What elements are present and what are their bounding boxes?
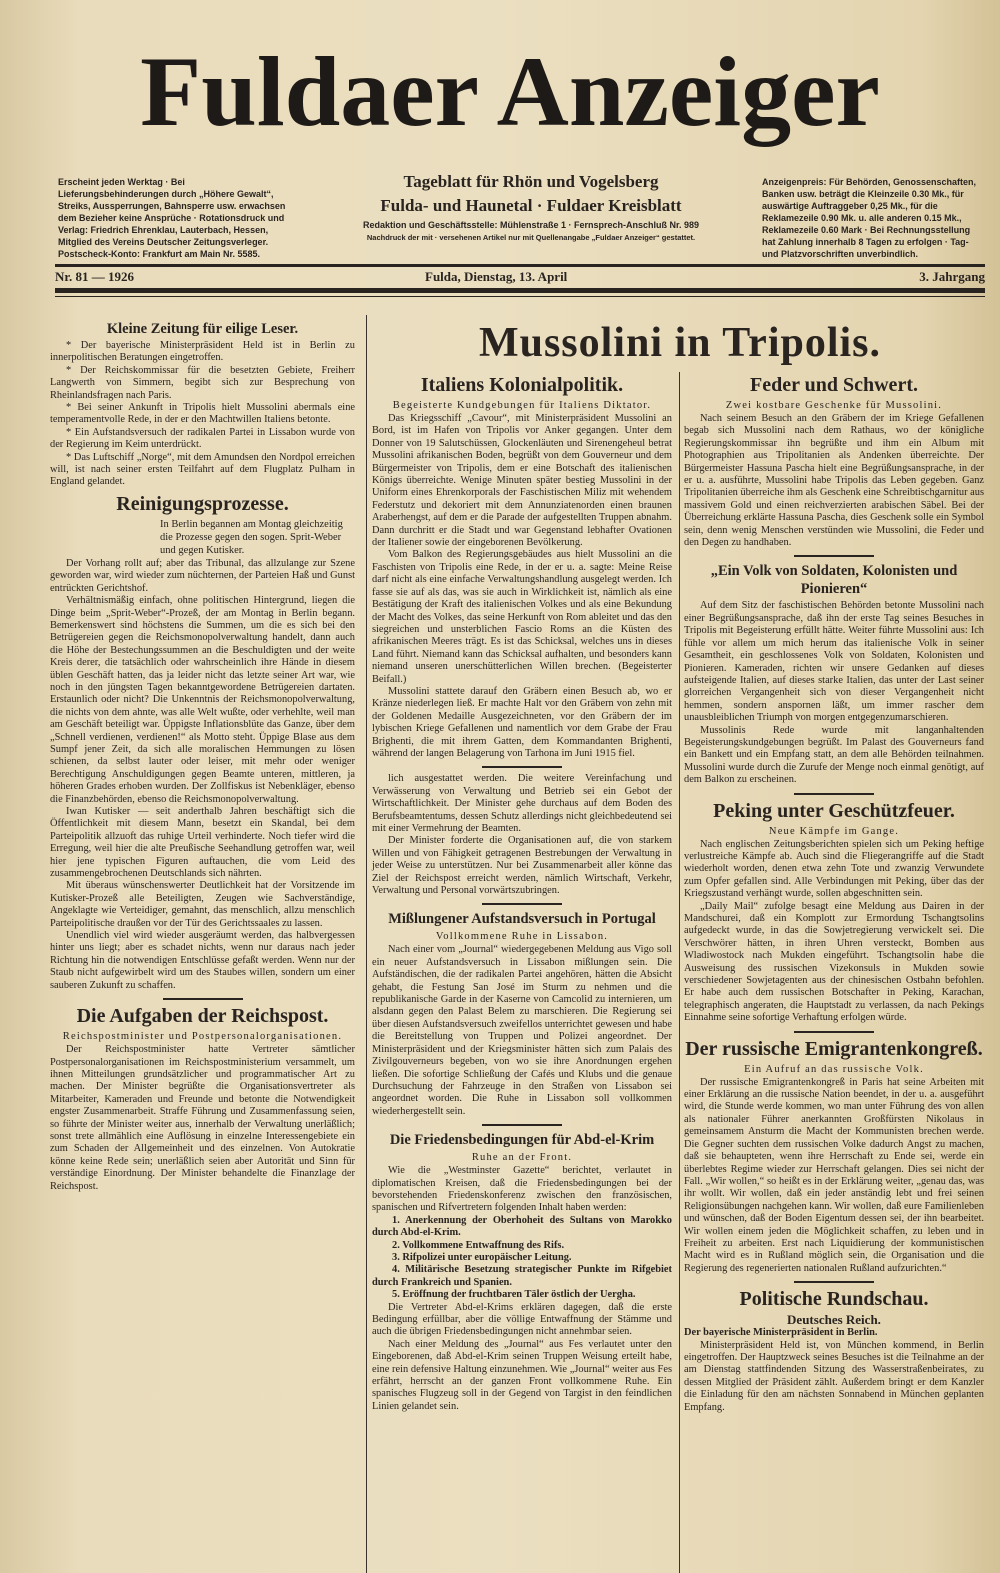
article-paragraph: Verhältnismäßig einfach, ohne politischen Hintergrund, liegen die Dinge beim „Sprit-Weber“-Prozeß, der am Montag in Berlin begann. Bemerkenswert sind höchstens die Summen, um die es sich bei den Betrügereien gegen die Reichsmonopolverwaltung handelt, dann auch die Höhe der Bestechungssummen an die Beschuldigten und der weite Kreis derer, die tatsächlich oder wahrscheinlich ihre Hände in diesem üblen Geschäft hatten, das ja leider nicht das letzte seiner Art war, wie noch in den jüngsten Tagen bekanntgewordene Betrügereien dartaten. Erstaunlich oder nicht? Die Unkenntnis der Reichsmonopolverwaltung, die nichts von dem ahnte, was alle Welt wußte, oder verhehlte, weil man am Geschäft beteiligt war. Üppigste Inflationsblüte das Ganze, über dem „Schnell verdienen, verdienen!“ als Motto steht. Üppige Blase aus dem Sumpf jener Zeit, da sich alle moralischen Hemmungen zu lösen schienen, da selbst lauter oder leiser, mit mehr oder weniger Berechtigung Anschuldigungen gegen Beamte unteren, mittleren, ja höheren Grades erhoben wurden. Der Zollfiskus ist Nebenkläger, ebenso die Finanzbehörden, ebenso die Reichsmonopolverwaltung. [50, 595, 355, 805]
reprint-note: Nachdruck der mit · versehenen Artikel nur mit Quellenangabe „Fuldaer Anzeiger“ gestattet. [366, 233, 696, 242]
article [684, 1281, 984, 1414]
article-heading: Mißlungener Aufstandsversuch in Portugal [388, 911, 656, 928]
article-subheading: Vollkommene Ruhe in Lissabon. [435, 931, 609, 943]
article-subheading: Ruhe an der Front. [471, 1152, 573, 1164]
column-divider [366, 315, 367, 1573]
main-headline: Mussolini in Tripolis. [478, 320, 882, 366]
article-subheading: Deutsches Reich. [787, 1312, 881, 1328]
article-paragraph: * Ein Aufstandsversuch der radikalen Partei in Lissabon wurde von der Regierung im Keim unterdrückt. [50, 426, 355, 451]
article-divider [482, 766, 562, 768]
article-paragraph: * Der bayerische Ministerpräsident Held ist in Berlin zu innerpolitischen Beratungen eingetroffen. [50, 340, 355, 364]
article-subheading: Zwei kostbare Geschenke für Mussolini. [725, 400, 943, 411]
place-date: Fulda, Dienstag, 13. April [425, 269, 568, 284]
article-heading: Politische Rundschau. [739, 1288, 929, 1311]
article-divider [794, 555, 874, 557]
column-divider [679, 372, 680, 1573]
publisher-info: Erscheint jeden Werktag · Bei Lieferungsbehinderungen durch „Höhere Gewalt“, Streiks, Aussperrungen, Bahnsperre usw. erwachsen dem Bezieher keine Ansprüche · Rotationsdruck und Verlag: Friedrich Ehrenklau, Lauterbach, Hessen, Mitglied des Vereins Deutscher Zeitungsverleger. Postscheck-Konto: Frankfurt am Main Nr. 5585. [58, 177, 286, 259]
article-divider [794, 1281, 874, 1283]
article [684, 1031, 984, 1276]
article-heading: Feder und Schwert. [750, 374, 918, 396]
article-heading: Kleine Zeitung für eilige Leser. [106, 321, 299, 337]
article-subheading: Neue Kämpfe im Gange. [768, 825, 900, 837]
article-subheading: Begeisterte Kundgebungen für Italiens Diktator. [392, 400, 652, 411]
article-paragraph: Der Vorhang rollt auf; aber das Tribunal, das allzulange zur Szene geworden war, wird wieder zum nüchternen, der Parteien Haß und Gunst entrückten Gerichtshof. [50, 557, 355, 594]
article-paragraph: Mussolinis Rede wurde mit langanhaltenden Begeisterungskundgebungen begrüßt. Im Palast des Gouverneurs fand ein Bankett und ein Empfang statt, an dem alle Behörden teilnahmen. Mussolini wurde durch die Zurufe der Menge noch einmal genötigt, auf dem Balkon zu erscheinen. [684, 724, 984, 786]
article-subheading: Ein Aufruf an das russische Volk. [744, 1063, 924, 1075]
article-subheading: Reichspostminister und Postpersonalorganisationen. [62, 1031, 343, 1043]
column-right [684, 374, 984, 1418]
article-paragraph: Der russische Emigrantenkongreß in Paris hat seine Arbeiten mit einer Erklärung an die russische Nation beendet, in der u. a. ausgeführt wird, die Stunde werde kommen, wo man unter Führung des von allen als nationaler Führer anerkannten Großfürsten Nikolaus in gemeinsamem Ansturm die Macht der Kommunisten brechen werde. Die Gegner suchten dem russischen Volke dadurch Angst zu machen, daß sie behaupteten, wenn ihre Herrschaft zu Ende sei, werde ein überlebtes Regime wieder zur Herrschaft gelangen. Dies sei nicht der Fall. „Wir wollen,“ so heißt es in der Erklärung weiter, „genau das, was ihr wollt. Wir wollen, daß ein jeder anständig lebt und frei seinen Religionsübungen nachgehen kann. Wir wollen, daß eure Familienleben und wünschen, daß der Boden Eigentum dessen sei, der ihn bearbeitet. Wir wollen einem jeden die Möglichkeit schaffen, zu leben und in Freiheit zu arbeiten. Erst nach Liquidierung der kommunistischen Macht wird es in Rußland möglich sein, die Organisation und die Regierung des regenerierten nationalen Rußland aufzurichten.“ [684, 1076, 984, 1274]
article-paragraph: Ministerpräsident Held ist, von München kommend, in Berlin eingetroffen. Der Hauptzweck seines Besuches ist die Teilnahme an der am Dienstag stattfindenden Sitzung des Wasserstraßenbeirates, zu dessen Mitglied der Präsident zählt. Außerdem bringt er dem Kanzler die Einladung für den am nächsten Sonnabend in München geplanten Empfang. [684, 1339, 984, 1413]
article-paragraph: * Bei seiner Ankunft in Tripolis hielt Mussolini abermals eine temperamentvolle Rede, in der er den Machtwillen Italiens betonte. [50, 402, 355, 426]
article-heading: Peking unter Geschützfeuer. [713, 799, 955, 822]
masthead-rule [55, 264, 985, 267]
article [50, 998, 355, 1193]
article [50, 493, 355, 992]
masthead-title: Fuldaer Anzeiger [140, 36, 880, 147]
article-heading: „Ein Volk von Soldaten, Kolonisten und Pionieren“ [710, 563, 958, 598]
article-divider [163, 998, 243, 1000]
article-divider [794, 793, 874, 795]
column-left [50, 320, 355, 1197]
article-paragraph: Mussolini stattete darauf den Gräbern einen Besuch ab, wo er Kränze niederlegen ließ. Er machte Halt vor den Gräbern von zehn mit der Goldenen Medaille Ausgezeichneten, vor den Gräbern der im lybischen Kriege Gefallenen und namentlich vor dem Grabe der Frau Brighenti, die mit ihrem Gatten, dem Kommandanten Brighenti, während der langen Belagerung von Tarhona im Juni 1915 fiel. [372, 685, 672, 759]
article-heading: Die Friedensbedingungen für Abd-el-Krim [389, 1132, 655, 1149]
article [684, 374, 984, 549]
article [372, 1124, 672, 1413]
article-paragraph: Auf dem Sitz der faschistischen Behörden betonte Mussolini nach einer Begrüßungsansprache, daß ihn der erste Tag seines Besuches in Tripolis mit Begeisterung erfüllt hätte. Weiter führte Mussolini aus: Ich fühle vor allem um mich herum das italienische Volk in seiner Gesamtheit, ein geschlossenes Volk von Soldaten, Kolonisten und Pionieren. Kameraden, richten wir unsere Gedanken auf dieses aufsteigende Italien, auf dieses starke Italien, das unter der Last seiner glorreichen Vergangenheit sich von dieser Vergangenheit nicht hemmen, sondern anspornen läßt, um immer rascher dem unausbleiblichen Triumph von morgen entgegenzumarschieren. [684, 600, 984, 724]
article-heading: Italiens Kolonialpolitik. [420, 374, 624, 396]
article-paragraph: Das Kriegsschiff „Cavour“, mit Ministerpräsident Mussolini an Bord, ist im Hafen von Tripolis vor Anker gegangen. Unter dem Donner von 19 Salutschüssen, Glockenläuten und Sirenengeheul betrat Mussolini afrikanischen Boden, begrüßt von dem Gouverneur und dem Bürgermeister von Tripolis, dem er eine Botschaft des italienischen Königs überreichte. Wenige Minuten später bestieg Mussolini in der Uniform eines Ehrenkorporals der Faschistischen Miliz mit wehendem Federstutz und dekoriert mit dem Annunziatenorden einen braunen Araberhengst, auf dem er die Parade der aufgestellten Truppen abnahm. Dann durchritt er die Stadt und war Gegenstand lebhafter Ovationen der Italiener sowie der eingeborenen Bevölkerung. [372, 413, 672, 549]
article [684, 793, 984, 1025]
article-heading: Der russische Emigrantenkongreß. [685, 1037, 983, 1060]
list-item: 4. Militärische Besetzung strategischer Punkte im Rifgebiet durch Frankreich und Spanien. [372, 1264, 672, 1288]
article-heading: Die Aufgaben der Reichspost. [76, 1005, 329, 1028]
dateline [55, 269, 985, 285]
article [372, 374, 672, 760]
article-paragraph: * Das Luftschiff „Norge“, mit dem Amundsen den Nordpol erreichen will, ist nach seiner ersten Teilfahrt auf dem Flugplatz Pulham in England gelandet. [50, 451, 355, 488]
article-paragraph: * Der Reichskommissar für die besetzten Gebiete, Freiherr Langwerth von Simmern, begibt sich zur Besprechung von Rheinlandsfragen nach Paris. [50, 364, 355, 401]
masthead-subtitles [305, 170, 757, 242]
dateline-rule-thin [55, 296, 985, 297]
article-paragraph: Nach englischen Zeitungsberichten spielen sich um Peking heftige verlustreiche Kämpfe ab. Auch sind die Fliegerangriffe auf die Stadt wiederholt worden, denen etwa zehn Tote und zwanzig Verwundete zum Opfer gefallen sind. Alle Verbindungen mit Peking, über das der Kriegszustand verhängt wurde, sollen abgeschnitten sein. [684, 838, 984, 900]
article-paragraph: Vom Balkon des Regierungsgebäudes aus hielt Mussolini an die Faschisten von Tripolis eine Rede, in der er u. a. sagte: Meine Reise darf nicht als eine einfache Verwaltungshandlung ausgelegt werden. Ich fasse sie auf als das, was sie auch in Wirklichkeit ist, nämlich als eine Bestätigung der Kraft des italienischen Volkes und als eine Bekundung der Macht des Volkes, das seine Herkunft von Rom ableitet und das den siegreichen und unsterblichen Fascio Roms an die Küsten des afrikanischen Meeres trägt. Es ist das Schicksal, welches uns in dieses Land führt. Niemand kann das Schicksal aufhalten, und besonders kann niemand unseren unerschütterlichen Willen brechen. (Begeisterter Beifall.) [372, 549, 672, 685]
article-paragraph: Nach einer vom „Journal“ wiedergegebenen Meldung aus Vigo soll ein neuer Aufstandsversuch in Lissabon mißlungen sein. Die Aufständischen, die der radikalen Partei angehören, hätten die Absicht gehabt, die Festung San José im Sturm zu nehmen und die republikanische Garde in der Kaserne von Camcolid zu internieren, um alsdann gegen den Palast Belem zu marschieren. Die Regierung sei über diesen Aufstandsversuch zweifellos unterrichtet gewesen und habe die Bereitstellung von Truppen und Polizei angeordnet. Der Ministerpräsident und der Kriegsminister hätten sich zum Palais des Zivilgouverneurs begeben, von wo sie ihre Anordnungen ergehen ließen. Die sofortige Schließung der Cafés und Klubs und die genaue Durchsuchung der Fahrzeuge in den Straßen von Lissabon sei angeordnet worden. Die Ruhe in Lissabon soll vollkommen wiederhergestellt sein. [372, 944, 672, 1117]
advertising-rates: Anzeigenpreis: Für Behörden, Genossenschaften, Banken usw. beträgt die Kleinzeile 0.30 Mk., für auswärtige Auftraggeber 0,25 Mk., für die Reklamezeile 0.90 Mk. u. alle anderen 0.15 Mk., Reklamezeile 0.60 Mark · Bei Rechnungsstellung hat Zahlung innerhalb 8 Tagen zu erfolgen · Tag- und Platzvorschriften unverbindlich. [762, 177, 977, 259]
article-paragraph: lich ausgestattet werden. Die weitere Vereinfachung und Verwässerung von Verwaltung und Betrieb sei ein Gebot der Wirtschaftlichkeit. Der Minister gehe durchaus auf dem Boden des Berufsbeamtentums, dessen Schutz allerdings nicht gleichbedeutend sei mit einer Vermehrung der Beamten. [372, 773, 672, 834]
column-middle [372, 374, 672, 1417]
volume: 3. Jahrgang [919, 269, 985, 284]
list-item: 1. Anerkennung der Oberhoheit des Sultans von Marokko durch Abd-el-Krim. [372, 1214, 672, 1239]
article-heading: Reinigungsprozesse. [116, 492, 289, 515]
article-subheading: In Berlin begannen am Montag gleichzeitig die Prozesse gegen den sogen. Sprit-Weber und gegen Kutisker. [160, 518, 343, 556]
article-paragraph: Nach einer Meldung des „Journal“ aus Fes verlautet unter den Eingeborenen, daß Abd-el-Krim seinen Truppen Weisung erteilt habe, eine rein defensive Haltung einzunehmen. Wie „Journal“ weiter aus Fes erfährt, herrscht an der ganzen Front vollkommene Ruhe. Ein spanisches Flugzeug soll in der Gegend von Targist in den feindlichen Linien gelandet sein. [372, 1338, 672, 1412]
article-paragraph: Die Vertreter Abd-el-Krims erklären dagegen, daß die erste Bedingung erfüllbar, aber die völlige Entwaffnung der Stämme und auch die übrigen Friedensbedingungen nicht annehmbar seien. [372, 1301, 672, 1338]
list-item: 3. Rifpolizei unter europäischer Leitung. [392, 1251, 572, 1263]
article-paragraph: Wie die „Westminster Gazette“ berichtet, verlautet in diplomatischen Kreisen, daß die Friedensbedingungen bei der bevorstehenden Friedenskonferenz zwischen den französischen, spanischen und Rifvertretern folgenden Inhalt haben werden: [372, 1165, 672, 1214]
article-paragraph: „Daily Mail“ zufolge besagt eine Meldung aus Dairen in der Mandschurei, daß ein Komplott zur Ermordung Tschangtsolins aufgedeckt wurde, in das die Sowjetregierung verwickelt sei. Die Verschwörer hätten, in ihren Uhren versteckt, Bomben aus Wladiwostock nach Mukden eingeführt. Tschangtsolin habe die Ausweisung des russischen Vizekonsuls in Mukden sowie verschiedener Sowjetagenten aus der chinesischen Ostbahn befohlen. Er habe auch dem russischen Botschafter in Peking, Karachan, telegraphisch angeraten, die Hauptstadt zu verlassen, da nach Pekings Einnahme seine sofortige Verhaftung erfolgen würde. [684, 900, 984, 1024]
article [372, 766, 672, 897]
article-divider [794, 1031, 874, 1033]
article-divider [482, 903, 562, 905]
article-paragraph: Unendlich viel wird wieder ausgeräumt werden, das halbvergessen hinter uns liegt; aber es schadet nichts, wenn nur daraus nach jeder Richtung hin die notwendigen Entschlüsse gefaßt werden. Wenn nur der Staub nicht aufgewirbelt wird um des Staubes willen, sondern um einer sauberen Zukunft zu schaffen. [50, 930, 355, 991]
article-paragraph: Der Reichspostminister hatte Vertreter sämtlicher Postpersonalorganisationen im Reichspostministerium versammelt, um ihnen Mitteilungen grundsätzlicher und programmatischer Art zu machen. Der Minister begrüßte die Organisationsvertreter als Mitarbeiter, Kameraden und Freunde und betonte die Notwendigkeit engster Zusammenarbeit. Straffe Führung und Zusammenfassung seien, so führte der Minister weiter aus, innerhalb der Verwaltung unerläßlich; sonst trete allmählich eine Auflösung in einzelne Interessengebiete ein zum Schaden der Allgemeinheit und des einzelnen. Von Autokratie könne keine Rede sein; unerläßlich seien aber Autorität und Sinn für verständige Einordnung. Der Minister behandelte die Finanzlage der Reichspost. [50, 1044, 355, 1192]
article-divider [482, 1124, 562, 1126]
issue-number: Nr. 81 — 1926 [55, 269, 134, 284]
subtitle-2: Fulda- und Haunetal · Fuldaer Kreisblatt [380, 196, 682, 215]
article-lead: Der bayerische Ministerpräsident in Berlin. [684, 1327, 878, 1339]
address-line: Redaktion und Geschäftsstelle: Mühlenstraße 1 · Fernsprech-Anschluß Nr. 989 [362, 220, 700, 230]
article-paragraph: Der Minister forderte die Organisationen auf, die von starkem Willen und von Fähigkeit getragenen Bestrebungen der Verwaltung in jeder Weise zu unterstützen. Nur bei Zusammenarbeit aller könne das Ziel der Reichspost erreicht werden, nämlich Wirtschaft, Verkehr, Verwaltung und Personal vorwärtszubringen. [372, 835, 672, 897]
article-paragraph: Iwan Kutisker — seit anderthalb Jahren beschäftigt sich die Öffentlichkeit mit diesem Mann, besetzt ein Skandal, bei dem Parteipolitik allzuoft das ruhige Urteil verhinderte. Noch tiefer wird die Erregung, weil hier die alte Preußische Seehandlung getroffen war, weil hier jene typischen Figuren auftauchen, die vom Leid des zusammengebrochenen Deutschlands sich nährten. [50, 806, 355, 880]
article [50, 320, 355, 489]
article [372, 903, 672, 1118]
article-paragraph: Mit überaus wünschenswerter Deutlichkeit hat der Vorsitzende im Kutisker-Prozeß alle Beteiligten, Zeugen wie Sachverständige, Angeklagte wie Verteidiger, gemahnt, das menschlich, allzu menschlich Parteipolitische draußen vor der Tür des Gerichtssaales zu lassen. [50, 880, 355, 929]
article [684, 555, 984, 786]
article-paragraph: Nach seinem Besuch an den Gräbern der im Kriege Gefallenen begab sich Mussolini nach dem Rathaus, wo der königliche Regierungskommissar ihn begrüßte und ihm ein Album mit Photographien aus Tripolitanien als Andenken überreichte. Der Bürgermeister Hassuna Pascha hielt eine Begrüßungsansprache, in der er u. a. ausführte, Mussolini habe Tripolis das Leben gegeben. Ganz Tripolitanien überreiche ihm als Geschenk eine Schreibtischgarnitur aus massivem Gold und einen reichverzierten arabischen Säbel. Bei der Überreichung erklärte Hassuna Pascha, dies Geschenk solle ein Symbol sein, denn wenig Menschen verstünden wie Mussolini, die Feder und den Degen zu handhaben. [684, 413, 984, 549]
dateline-rule-thick [55, 288, 985, 293]
list-item: 2. Vollkommene Entwaffnung des Rifs. [392, 1239, 565, 1251]
list-item: 5. Eröffnung der fruchtbaren Täler östlich der Uergha. [392, 1289, 636, 1301]
subtitle-1: Tageblatt für Rhön und Vogelsberg [403, 172, 659, 191]
